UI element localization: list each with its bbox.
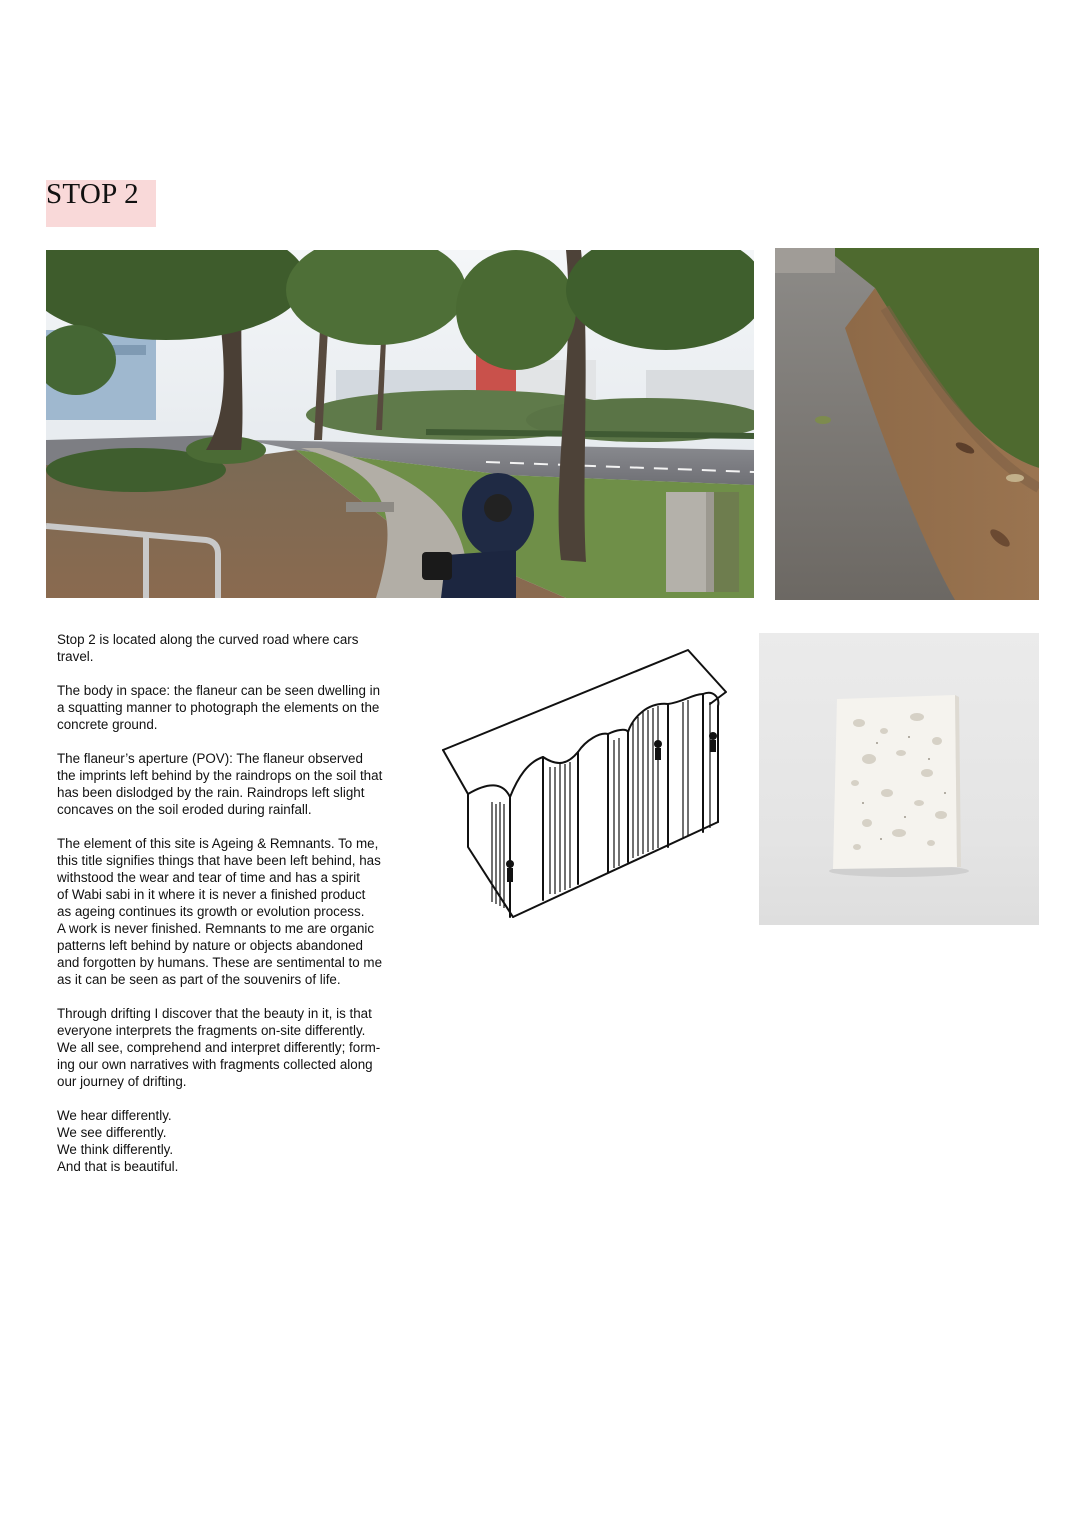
path-soil-photo [775,248,1039,600]
ink-sketch-drawing [418,632,748,925]
plaster-tile-photo [759,633,1039,925]
street-scene-photo [46,250,754,598]
body-text [57,631,407,1175]
closing-line: We see differently. [57,1125,167,1140]
closing-line: We think differently. [57,1142,174,1157]
paragraph-body-in-space: The body in space: the flaneur can be seen dwelling in a squatting manner to photograph the elements on the concrete ground. [57,683,381,732]
paragraph-element: The element of this site is Ageing & Remnants. To me, this title signifies things that have been left behind, has withstood the wear and tear of time and has a spirit of Wabi sabi in it where it is never a finished product as ageing continues its growth or evolution process. A work is never finished. Remnants to me are organic patterns left behind by nature or objects abandoned and forgotten by humans. These are sentimental to me as it can be seen as part of the souvenirs of life. [57,836,383,987]
paragraph-aperture: The flaneur’s aperture (POV): The flaneur observed the imprints left behind by the raindrops on the soil that has been dislodged by the rain. Raindrops left slight concaves on the soil eroded during rainfall. [57,751,383,817]
closing-line: And that is beautiful. [57,1159,179,1174]
page-title: STOP 2 [46,178,139,210]
plaster-tile-illustration [759,633,1039,925]
paragraph-drifting: Through drifting I discover that the beauty in it, is that everyone interprets the fragments on-site differently. We all see, comprehend and interpret differently; form- ing our own narratives with fragments collected along our journey of drifting. [57,1006,381,1089]
title-highlight [46,180,156,227]
paragraph-location: Stop 2 is located along the curved road where cars travel. [57,632,359,664]
street-scene-illustration [46,250,754,598]
path-soil-illustration [775,248,1039,600]
closing-line: We hear differently. [57,1108,172,1123]
sketch-illustration [418,632,748,925]
